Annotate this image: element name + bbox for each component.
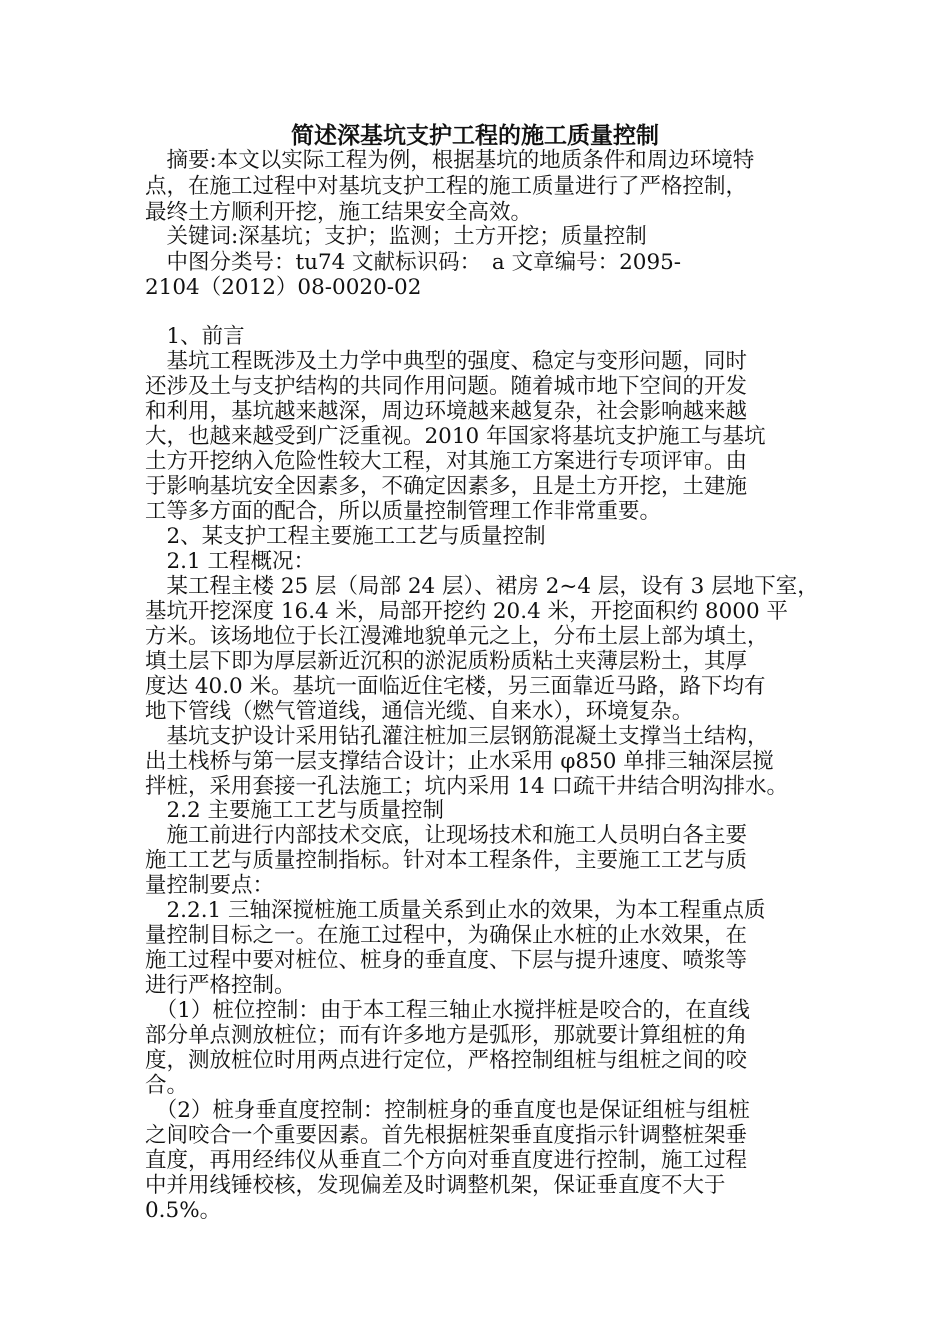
- text-line: 合。: [145, 1073, 189, 1098]
- text-line: 0.5%。: [145, 1198, 222, 1223]
- text-line: 于影响基坑安全因素多，不确定因素多，且是土方开挖，土建施: [145, 474, 748, 499]
- text-line: 土方开挖纳入危险性较大工程，对其施工方案进行专项评审。由: [145, 449, 748, 474]
- section-heading: 1、前言: [145, 324, 245, 349]
- text-line: 之间咬合一个重要因素。首先根据桩架垂直度指示针调整桩架垂: [145, 1123, 748, 1148]
- text-line: 度达 40.0 米。基坑一面临近住宅楼，另三面靠近马路，路下均有: [145, 674, 766, 699]
- text-line: 基坑开挖深度 16.4 米，局部开挖约 20.4 米，开挖面积约 8000 平: [145, 599, 788, 624]
- text-line: 工等多方面的配合，所以质量控制管理工作非常重要。: [145, 499, 662, 524]
- text-line: 中图分类号：tu74 文献标识码： a 文章编号：2095-: [145, 250, 682, 275]
- text-line: 施工工艺与质量控制指标。针对本工程条件，主要施工工艺与质: [145, 848, 748, 873]
- text-line: 2.2.1 三轴深搅桩施工质量关系到止水的效果，为本工程重点质: [145, 898, 766, 923]
- text-line: 中并用线锤校核，发现偏差及时调整机架，保证垂直度不大于: [145, 1173, 726, 1198]
- text-line: 大，也越来越受到广泛重视。2010 年国家将基坑支护施工与基坑: [145, 424, 766, 449]
- text-line: 基坑支护设计采用钻孔灌注桩加三层钢筋混凝土支撑当土结构，: [145, 724, 769, 749]
- text-line: 进行严格控制。: [145, 973, 296, 998]
- text-line: 出土栈桥与第一层支撑结合设计；止水采用 φ850 单排三轴深层搅: [145, 749, 774, 774]
- text-line: 施工前进行内部技术交底，让现场技术和施工人员明白各主要: [145, 823, 748, 848]
- text-line: 直度，再用经纬仪从垂直二个方向对垂直度进行控制，施工过程: [145, 1148, 748, 1173]
- text-line: 关键词:深基坑；支护；监测；土方开挖；质量控制: [145, 224, 647, 249]
- text-line: 度，测放桩位时用两点进行定位，严格控制组桩与组桩之间的咬: [145, 1048, 748, 1073]
- text-line: 填土层下即为厚层新近沉积的淤泥质粉质粘土夹薄层粉土，其厚: [145, 649, 748, 674]
- text-line: 地下管线（燃气管道线，通信光缆、自来水），环境复杂。: [145, 699, 694, 724]
- text-line: 部分单点测放桩位；而有许多地方是弧形，那就要计算组桩的角: [145, 1023, 748, 1048]
- section-heading: 2.1 工程概况：: [145, 549, 316, 574]
- text-line: 施工过程中要对桩位、桩身的垂直度、下层与提升速度、喷浆等: [145, 948, 748, 973]
- section-heading: 2、某支护工程主要施工工艺与质量控制: [145, 524, 546, 549]
- document-title: 简述深基坑支护工程的施工质量控制: [291, 122, 659, 149]
- text-line: （2）桩身垂直度控制：控制桩身的垂直度也是保证组桩与组桩: [145, 1098, 750, 1123]
- text-line: 和利用，基坑越来越深，周边环境越来越复杂，社会影响越来越: [145, 399, 748, 424]
- text-line: 拌桩，采用套接一孔法施工；坑内采用 14 口疏干井结合明沟排水。: [145, 774, 789, 799]
- text-line: 某工程主楼 25 层（局部 24 层）、裙房 2~4 层，设有 3 层地下室，: [145, 574, 819, 599]
- text-line: 基坑工程既涉及土力学中典型的强度、稳定与变形问题，同时: [145, 349, 748, 374]
- section-heading: 2.2 主要施工工艺与质量控制: [145, 798, 445, 823]
- text-line: 方米。该场地位于长江漫滩地貌单元之上，分布土层上部为填土，: [145, 624, 769, 649]
- text-line: 最终土方顺利开挖，施工结果安全高效。: [145, 200, 533, 225]
- text-line: 2104（2012）08-0020-02: [145, 275, 422, 300]
- text-line: 摘要:本文以实际工程为例，根据基坑的地质条件和周边环境特: [145, 148, 755, 173]
- text-line: （1）桩位控制：由于本工程三轴止水搅拌桩是咬合的，在直线: [145, 998, 750, 1023]
- text-line: 量控制要点：: [145, 873, 275, 898]
- text-line: 量控制目标之一。在施工过程中，为确保止水桩的止水效果，在: [145, 923, 748, 948]
- text-line: 点，在施工过程中对基坑支护工程的施工质量进行了严格控制，: [145, 174, 748, 199]
- text-line: 还涉及土与支护结构的共同作用问题。随着城市地下空间的开发: [145, 374, 748, 399]
